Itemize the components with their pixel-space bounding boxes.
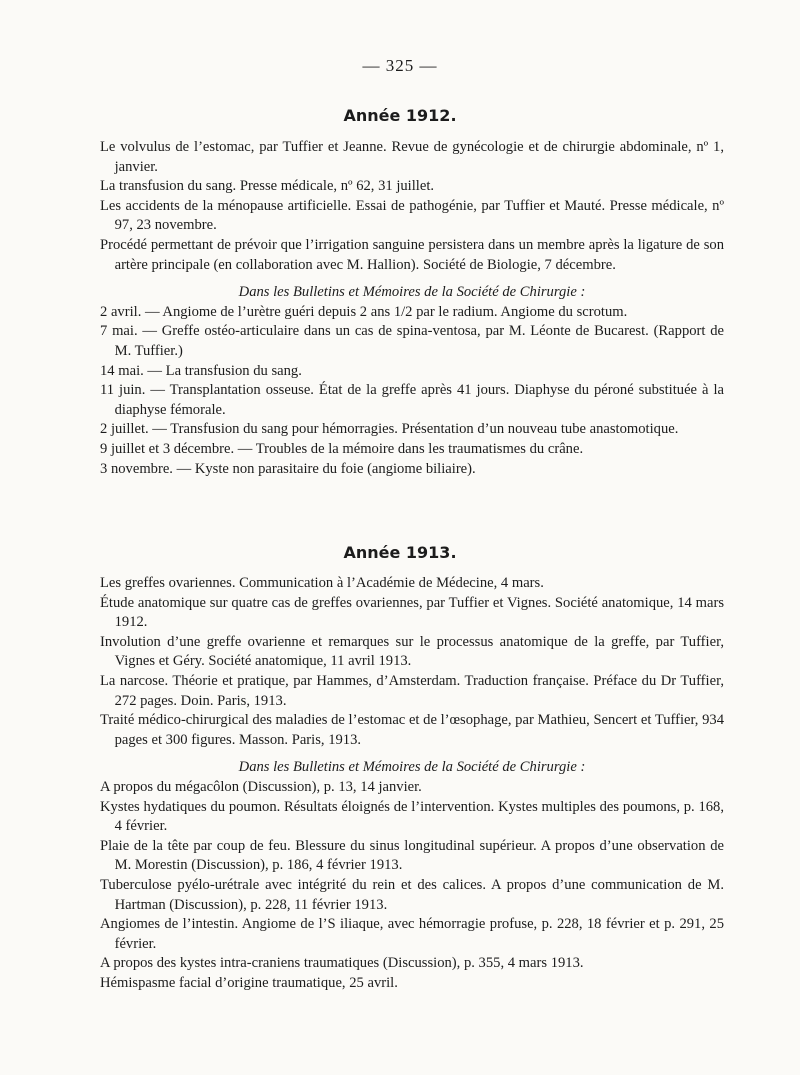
publication-entry: Procédé permettant de prévoir que l’irrigation sanguine persistera dans un membre après la ligature de son artère principale (en collaboration avec M. Hallion). Société de Biologie, 7 décembre. <box>100 236 724 273</box>
publication-entry: Involution d’une greffe ovarienne et remarques sur le processus anatomique de la greffe, par Tuffier, Vignes et Géry. Société anatomique, 11 avril 1913. <box>100 633 724 670</box>
bulletin-entry: 3 novembre. — Kyste non parasitaire du foie (angiome biliaire). <box>100 460 476 477</box>
publication-entry: Les accidents de la ménopause artificielle. Essai de pathogénie, par Tuffier et Mauté. Presse médicale, nº 97, 23 novembre. <box>100 197 724 234</box>
bulletin-entry: A propos du mégacôlon (Discussion), p. 13, 14 janvier. <box>100 778 422 795</box>
publication-entry: Les greffes ovariennes. Communication à l’Académie de Médecine, 4 mars. <box>100 575 544 591</box>
bulletin-entry: 7 mai. — Greffe ostéo-articulaire dans un cas de spina-ventosa, par M. Léonte de Bucarest. (Rapport de M. Tuffier.) <box>100 323 724 359</box>
publication-entry: Traité médico-chirurgical des maladies de l’estomac et de l’œsophage, par Mathieu, Sencert et Tuffier, 934 pages et 300 figures. Masson. Paris, 1913. <box>100 712 724 748</box>
publication-entry: La narcose. Théorie et pratique, par Hammes, d’Amsterdam. Traduction française. Préface du Dr Tuffier, 272 pages. Doin. Paris, 1913. <box>100 672 724 709</box>
bulletin-entry: Plaie de la tête par coup de feu. Blessure du sinus longitudinal supérieur. A propos d’une observation de M. Morestin (Discussion), p. 186, 4 février 1913. <box>100 837 724 874</box>
bulletin-entry: A propos des kystes intra-craniens traumatiques (Discussion), p. 355, 4 mars 1913. <box>100 955 584 972</box>
publication-entry: Le volvulus de l’estomac, par Tuffier et Jeanne. Revue de gynécologie et de chirurgie abdominale, nº 1, janvier. <box>100 139 724 175</box>
section-title-1912: Année 1912. <box>343 106 457 125</box>
bulletin-entry: Angiomes de l’intestin. Angiome de l’S iliaque, avec hémorragie profuse, p. 228, 18 février et p. 291, 25 février. <box>100 916 724 952</box>
bulletin-entry: Kystes hydatiques du poumon. Résultats éloignés de l’intervention. Kystes multiples des poumons, p. 168, 4 février. <box>100 798 724 835</box>
bulletin-entry: 11 juin. — Transplantation osseuse. État de la greffe après 41 jours. Diaphyse du péroné substituée à la diaphyse fémorale. <box>100 382 724 418</box>
bulletin-entry: 2 juillet. — Transfusion du sang pour hémorragies. Présentation d’un nouveau tube anastomotique. <box>100 421 679 438</box>
section-1913-body <box>100 574 724 993</box>
bulletin-entry: Tuberculose pyélo-urétrale avec intégrité du rein et des calices. A propos d’une communication de M. Hartman (Discussion), p. 228, 11 février 1913. <box>100 876 724 913</box>
bulletin-entry: 2 avril. — Angiome de l’urètre guéri depuis 2 ans 1/2 par le radium. Angiome du scrotum. <box>100 303 628 320</box>
bulletin-entry: Hémispasme facial d’origine traumatique, 25 avril. <box>100 974 398 991</box>
bulletin-entry: 9 juillet et 3 décembre. — Troubles de la mémoire dans les traumatismes du crâne. <box>100 440 584 457</box>
publication-entry: La transfusion du sang. Presse médicale, nº 62, 31 juillet. <box>100 178 435 195</box>
bulletins-heading: Dans les Bulletins et Mémoires de la Société de Chirurgie : <box>238 759 586 776</box>
section-1912-body <box>100 138 724 479</box>
section-title-1913: Année 1913. <box>343 543 457 562</box>
bulletins-heading: Dans les Bulletins et Mémoires de la Société de Chirurgie : <box>238 284 586 301</box>
publication-entry: Étude anatomique sur quatre cas de greffes ovariennes, par Tuffier et Vignes. Société anatomique, 14 mars 1912. <box>100 594 724 631</box>
bulletin-entry: 14 mai. — La transfusion du sang. <box>100 362 302 379</box>
page-number: — 325 — <box>362 56 438 75</box>
